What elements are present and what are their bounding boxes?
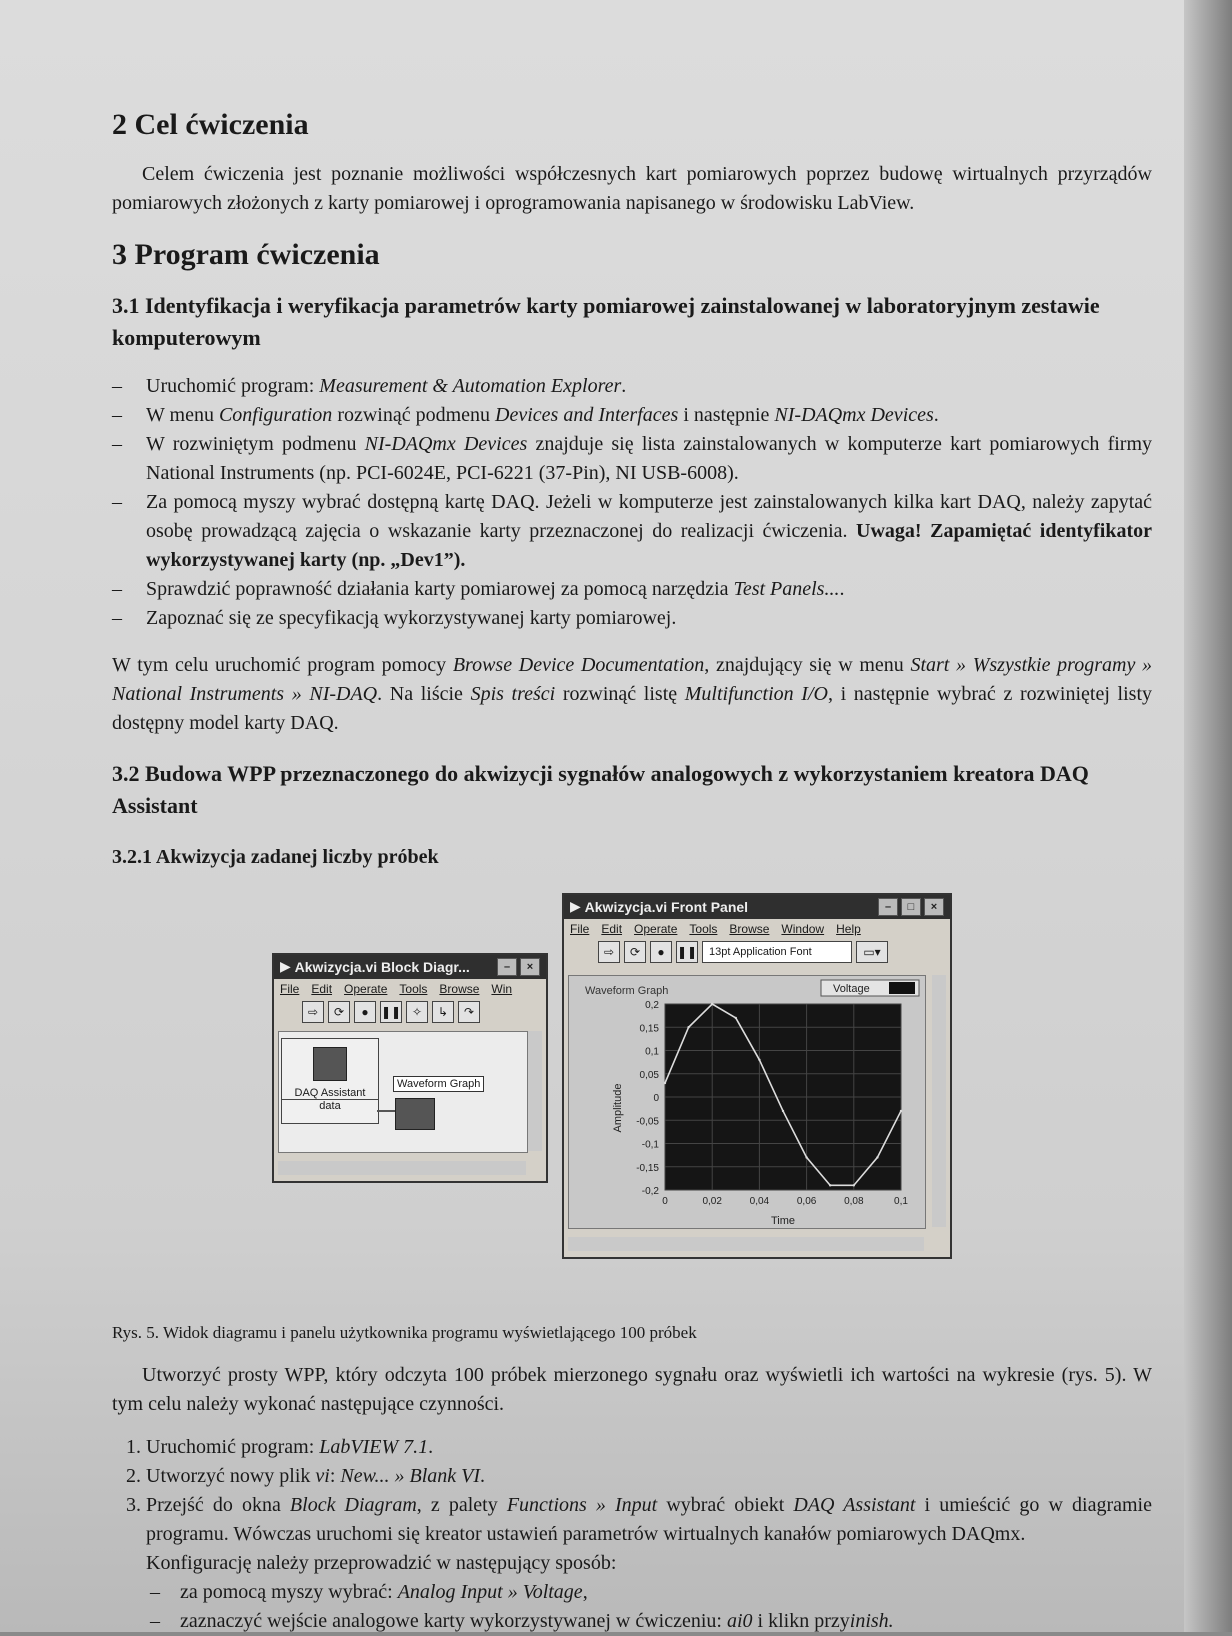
daq-assistant-node[interactable] [281, 1038, 379, 1124]
section-2-heading: 2 Cel ćwiczenia [112, 108, 309, 141]
page-edge [1184, 0, 1232, 1632]
x-tick-label: 0,06 [796, 1195, 817, 1207]
data-wire [377, 1110, 395, 1112]
block-diagram-titlebar [274, 955, 546, 979]
menu-file[interactable]: File [280, 981, 300, 996]
y-tick-label: -0,2 [641, 1185, 659, 1197]
step-icon[interactable]: ↳ [432, 1001, 454, 1023]
data-point [758, 1058, 760, 1060]
section-2-paragraph: Celem ćwiczenia jest poznanie możliwości współczesnych kart pomiarowych poprzez budowę wirtualnych przyrządów pomiarowych złożonych z karty pomiarowej i oprogramowania napisanego w środowisku LabView. [112, 163, 1152, 214]
block-diagram-window [272, 953, 548, 1183]
data-point [735, 1016, 737, 1018]
list-item: – Uruchomić program: Measurement & Automation Explorer. [112, 372, 1152, 401]
x-tick-label: 0 [662, 1195, 668, 1207]
horizontal-scrollbar[interactable] [278, 1161, 526, 1175]
waveform-graph-terminal-label: Waveform Graph [393, 1076, 484, 1092]
run-arrow-icon[interactable]: ⇨ [302, 1001, 324, 1023]
close-icon[interactable]: × [520, 958, 540, 976]
abort-icon[interactable]: ● [354, 1001, 376, 1023]
window-icon: ▶ [280, 958, 295, 975]
data-point [900, 1109, 902, 1111]
menu-browse[interactable]: Browse [729, 921, 770, 936]
daq-assistant-icon [313, 1047, 347, 1081]
pause-icon[interactable]: ❚❚ [676, 941, 698, 963]
menu-operate[interactable]: Operate [344, 981, 388, 996]
waveform-graph-panel[interactable] [568, 975, 926, 1229]
data-point [829, 1184, 831, 1186]
font-select[interactable]: 13pt Application Font [702, 941, 852, 963]
list-item: – W menu Configuration rozwinąć podmenu Devices and Interfaces i następnie NI-DAQmx Devices. [112, 401, 1152, 430]
data-point [687, 1026, 689, 1028]
waveform-graph-terminal-icon[interactable] [395, 1098, 435, 1130]
figure-5 [112, 893, 1152, 1313]
menu-bar [274, 979, 546, 999]
menu-bar [564, 919, 950, 939]
maximize-icon[interactable]: □ [901, 898, 921, 916]
window-icon: ▶ [570, 898, 585, 915]
minimize-icon[interactable]: – [878, 898, 898, 916]
y-tick-label: 0 [653, 1092, 659, 1104]
run-continuously-icon[interactable]: ⟳ [328, 1001, 350, 1023]
graph-title: Waveform Graph [585, 984, 669, 997]
horizontal-scrollbar[interactable] [568, 1237, 924, 1251]
menu-window[interactable]: Win [491, 981, 513, 996]
daq-assistant-label: DAQ Assistant [294, 1086, 366, 1099]
align-icon[interactable]: ▭▾ [856, 941, 888, 963]
data-point [711, 1002, 713, 1004]
list-item: – Za pomocą myszy wybrać dostępną kartę DAQ. Jeżeli w komputerze jest zainstalowanych kilka kart DAQ, należy zapytać osobę prowadzącą zajęcia o wskazanie karty przeznaczonej do realizacji ćwiczenia. Uwaga! Zapamiętać identyfikator wykorzystywanej karty (np. „Dev1”). [112, 488, 1152, 575]
x-tick-label: 0,1 [894, 1195, 908, 1207]
document-content [112, 108, 1152, 1636]
list-item: – za pomocą myszy wybrać: Analog Input » Voltage, [150, 1578, 1152, 1607]
x-axis-label: Time [770, 1214, 796, 1227]
run-arrow-icon[interactable]: ⇨ [598, 941, 620, 963]
menu-file[interactable]: File [570, 921, 590, 936]
list-item: – Zapoznać się ze specyfikacją wykorzystywanej karty pomiarowej. [112, 604, 1152, 633]
x-tick-label: 0,08 [844, 1195, 864, 1207]
steps-list [112, 1433, 1152, 1636]
window-title: Akwizycja.vi Front Panel [584, 898, 749, 915]
toolbar [564, 939, 950, 965]
menu-browse[interactable]: Browse [439, 981, 480, 996]
pause-icon[interactable]: ❚❚ [380, 1001, 402, 1023]
y-tick-label: 0,2 [645, 999, 659, 1011]
menu-window[interactable]: Window [781, 921, 825, 936]
task-list [112, 372, 1152, 633]
data-point [853, 1184, 855, 1186]
menu-tools[interactable]: Tools [689, 921, 718, 936]
x-tick-label: 0,02 [702, 1195, 722, 1207]
toolbar [274, 999, 546, 1025]
data-point [805, 1156, 807, 1158]
x-tick-label: 0,04 [749, 1195, 770, 1207]
legend-label: Voltage [833, 982, 870, 995]
legend-swatch [889, 982, 915, 994]
instructions-paragraph: Utworzyć prosty WPP, który odczyta 100 próbek mierzonego sygnału oraz wyświetli ich wartości na wykresie (rys. 5). W tym celu należy wykonać następujące czynności. [112, 1363, 1152, 1415]
list-item: 3. Przejść do okna Block Diagram, z palety Functions » Input wybrać obiekt DAQ Assistant i umieścić go w diagramie programu. Wówczas uruchomi się kreator ustawień parametrów wirtualnych kanałów pomiarowych DAQmx. Konfigurację należy przeprowadzić w następujący sposób: – za pomocą myszy wybrać: Analog Input » Voltage, – zaznaczyć wejście analogowe karty wykorzystywanej w ćwiczeniu: ai0 i klikn przyinish. [146, 1491, 1152, 1636]
minimize-icon[interactable]: – [497, 958, 517, 976]
list-item: – Sprawdzić poprawność działania karty pomiarowej za pomocą narzędzia Test Panels.... [112, 575, 1152, 604]
data-point [782, 1109, 784, 1111]
abort-icon[interactable]: ● [650, 941, 672, 963]
menu-operate[interactable]: Operate [634, 921, 678, 936]
front-panel-titlebar [564, 895, 950, 919]
list-item: 1. Uruchomić program: LabVIEW 7.1. [146, 1433, 1152, 1462]
data-point [876, 1156, 878, 1158]
window-title: Akwizycja.vi Block Diagr... [294, 958, 470, 975]
list-item: – zaznaczyć wejście analogowe karty wykorzystywanej w ćwiczeniu: ai0 i klikn przyinish. [150, 1607, 1152, 1636]
vertical-scrollbar[interactable] [528, 1031, 542, 1151]
y-tick-label: -0,05 [636, 1115, 659, 1127]
figure-caption: Rys. 5. Widok diagramu i panelu użytkownika programu wyświetlającego 100 próbek [112, 1322, 697, 1342]
run-continuously-icon[interactable]: ⟳ [624, 941, 646, 963]
section-3-1-heading: 3.1 Identyfikacja i weryfikacja parametrów karty pomiarowej zainstalowanej w laboratoryjnym zestawie komputerowym [112, 293, 1100, 350]
y-tick-label: 0,15 [639, 1022, 659, 1034]
y-tick-label: -0,15 [636, 1162, 659, 1174]
menu-edit[interactable]: Edit [601, 921, 623, 936]
list-item: – W rozwiniętym podmenu NI-DAQmx Devices znajduje się lista zainstalowanych w komputerze kart pomiarowych firmy National Instruments (np. PCI-6024E, PCI-6221 (37-Pin), NI USB-6008). [112, 430, 1152, 488]
daq-data-terminal[interactable]: data [282, 1099, 378, 1112]
list-item: 2. Utworzyć nowy plik vi: New... » Blank VI. [146, 1462, 1152, 1491]
menu-help[interactable]: Help [836, 921, 861, 936]
y-tick-label: -0,1 [641, 1139, 659, 1151]
section-3-2-heading: 3.2 Budowa WPP przeznaczonego do akwizycji sygnałów analogowych z wykorzystaniem kreatora DAQ Assistant [112, 760, 1089, 818]
vertical-scrollbar[interactable] [932, 975, 946, 1227]
close-icon[interactable]: × [924, 898, 944, 916]
y-axis-label: Amplitude [612, 1083, 624, 1133]
menu-tools[interactable]: Tools [399, 981, 428, 996]
y-tick-label: 0,1 [645, 1046, 659, 1058]
config-intro: Konfigurację należy przeprowadzić w następujący sposób: [146, 1551, 617, 1574]
section-3-2-1-heading: 3.2.1 Akwizycja zadanej liczby próbek [112, 845, 439, 868]
menu-edit[interactable]: Edit [311, 981, 333, 996]
data-point [664, 1081, 666, 1083]
section-3-heading: 3 Program ćwiczenia [112, 238, 380, 271]
waveform-graph-chart [569, 976, 925, 1228]
y-tick-label: 0,05 [639, 1069, 659, 1081]
step-over-icon[interactable]: ↷ [458, 1001, 480, 1023]
documentation-paragraph: W tym celu uruchomić program pomocy Browse Device Documentation, znajdujący się w menu Start » Wszystkie programy » National Instruments » NI-DAQ. Na liście Spis treści rozwinąć listę Multifunction I/O, i następnie wybrać z rozwiniętej listy dostępny model karty DAQ. [112, 653, 1153, 734]
diagram-canvas[interactable] [278, 1031, 528, 1153]
highlight-bulb-icon[interactable]: ✧ [406, 1001, 428, 1023]
config-sublist [146, 1578, 1152, 1636]
front-panel-window [562, 893, 952, 1259]
